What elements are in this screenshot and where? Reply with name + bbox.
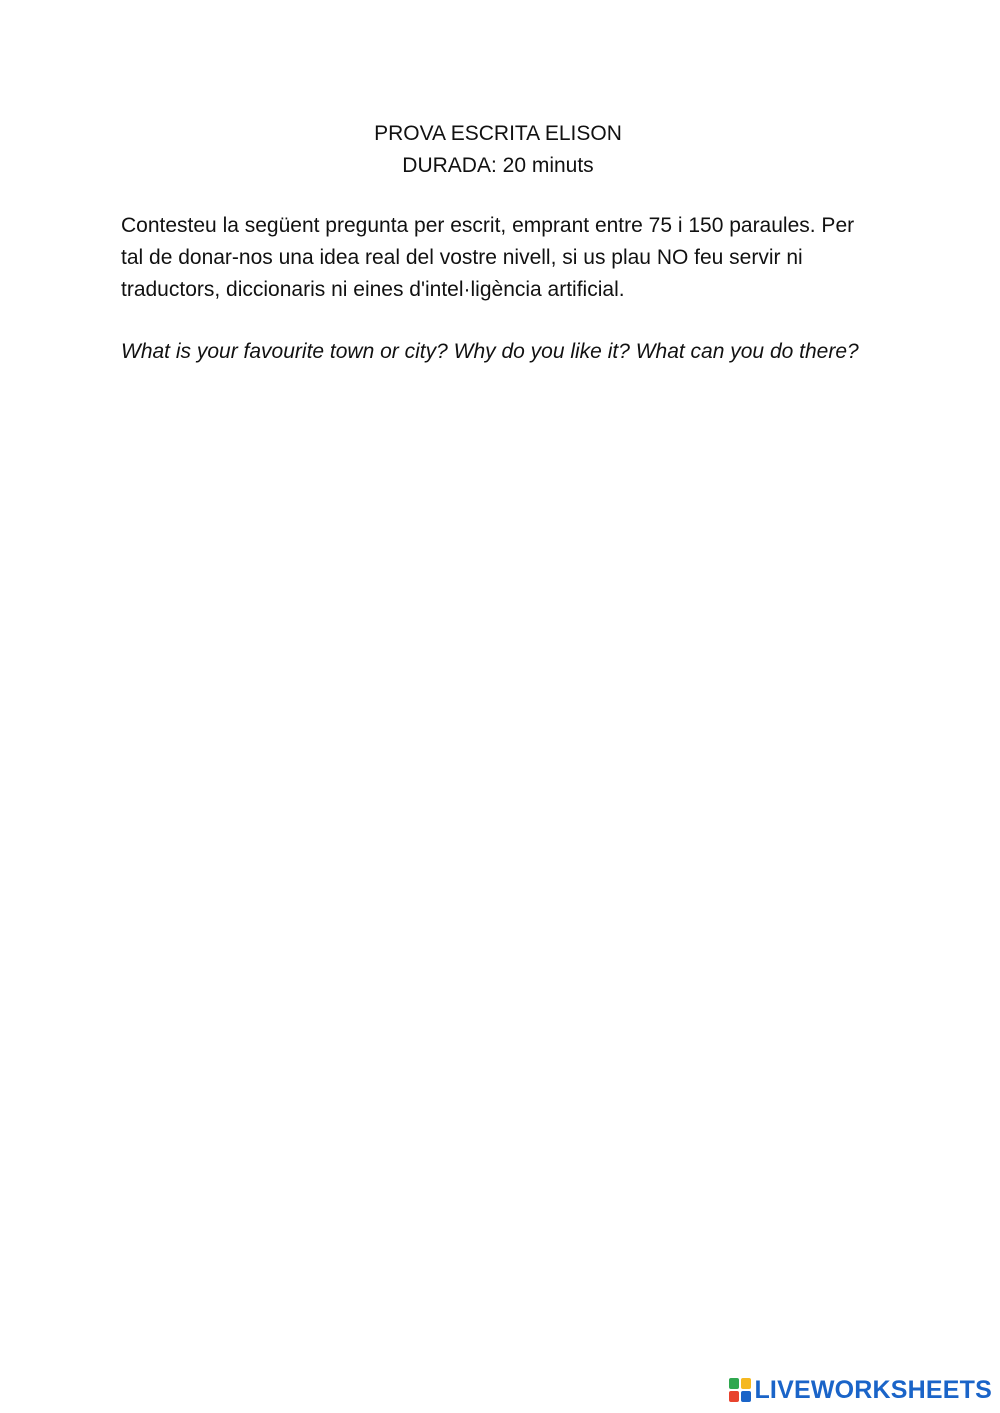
page-title: PROVA ESCRITA ELISON: [374, 122, 622, 145]
logo-tile-blue: [741, 1391, 751, 1402]
liveworksheets-logo-icon: [729, 1378, 751, 1402]
title-block: [0, 118, 1000, 182]
instructions-paragraph: Contesteu la següent pregunta per escrit, emprant entre 75 i 150 paraules. Per tal de donar-nos una idea real del vostre nivell, si us plau NO feu servir ni traductors, diccionaris ni eines d'intel·ligència artificial.: [121, 214, 855, 301]
logo-tile-green: [729, 1378, 739, 1389]
logo-tile-yellow: [741, 1378, 751, 1389]
liveworksheets-brand: [729, 1375, 992, 1405]
logo-tile-red: [729, 1391, 739, 1402]
question-paragraph: What is your favourite town or city? Why do you like it? What can you do there?: [121, 340, 859, 363]
duration-label: DURADA: 20 minuts: [402, 154, 594, 177]
brand-text: LIVEWORKSHEETS: [754, 1375, 992, 1404]
